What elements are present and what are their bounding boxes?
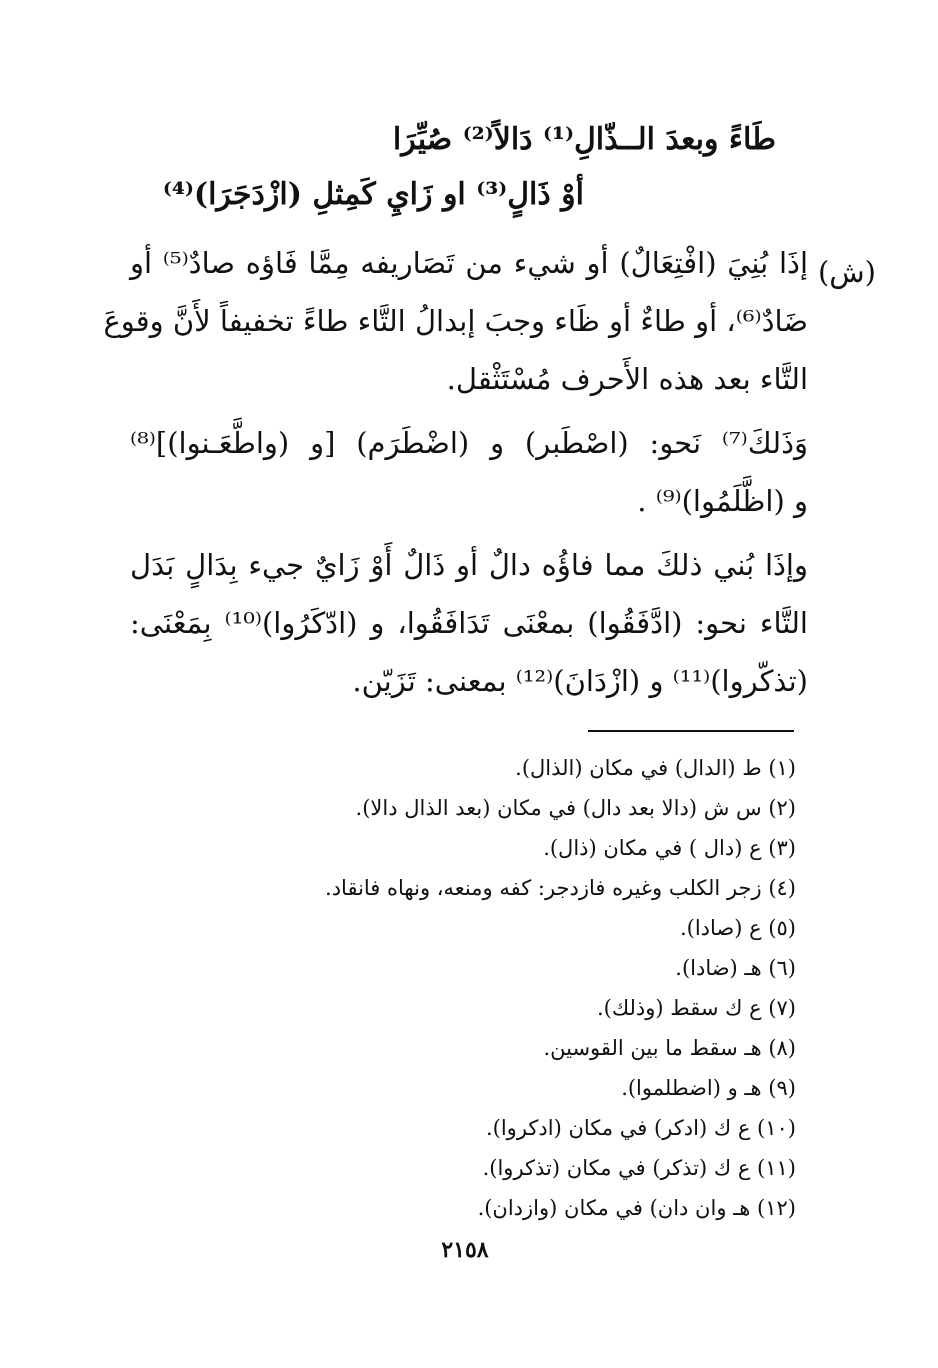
paragraph-line: و (اظَّلَمُوا)⁽⁹⁾ .: [637, 484, 808, 518]
verse-line-2: أوْ ذَالٍ⁽³⁾ او زَايِ كَمِثلِ (ازْدَجَرَا)⁽⁴⁾: [162, 177, 584, 212]
footnote-separator: [588, 730, 794, 732]
commentary-paragraph-3: [130, 536, 808, 710]
paragraph-line: وَذَلكَ⁽⁷⁾ نَحو: (اصْطَبر) و (اضْطَرَم) [و (واطَّعَـنوا)]⁽⁸⁾: [130, 426, 808, 460]
paragraph-line: (تذكّروا)⁽¹¹⁾ و (ازْدَانَ)⁽¹²⁾ بمعنى: تَزَيّن.: [352, 664, 808, 698]
commentary-paragraph-1: [103, 234, 808, 408]
footnote: (٥) ع (صادا).: [679, 916, 796, 940]
paragraph-line: وإذَا بُني ذلكَ مما فاؤُه دالٌ أو ذَالٌ أَوْ زَايٌ جيء بِدَالٍ بَدَل: [130, 548, 808, 582]
footnote: (١) ط (الدال) في مكان (الذال).: [515, 756, 796, 780]
verse-line-1: طَاءً وبعدَ الــذّالِ⁽¹⁾ دَالاً⁽²⁾ صُيِّرَا: [392, 122, 776, 157]
paragraph-line: التَّاء نحو: (ادَّفَقُوا) بمعْنَى تَدَافَقُوا، و (ادّكَرُوا)⁽¹⁰⁾ بِمَعْنَى:: [130, 606, 808, 640]
footnote: (٦) هـ (ضادا).: [675, 956, 796, 980]
commentary-paragraph-2: [130, 414, 808, 530]
footnote: (١٠) ع ك (ادكر) في مكان (ادكروا).: [485, 1116, 796, 1140]
footnote: (٣) ع (دال ) في مكان (ذال).: [543, 836, 796, 860]
footnote: (٩) هـ و (اضطلموا).: [621, 1076, 796, 1100]
paragraph-line: إذَا بُنِيَ (افْتِعَالٌ) أو شيء من تَصَاريفه مِمَّا فَاؤه صادٌ⁽⁵⁾ أو: [130, 246, 808, 280]
paragraph-line: التَّاء بعد هذه الأَحرف مُسْتَثْقل.: [446, 362, 808, 396]
footnote: (٧) ع ك سقط (وذلك).: [596, 996, 796, 1020]
footnote: (٢) س ش (دالا بعد دال) في مكان (بعد الذال دالا).: [355, 796, 796, 820]
page-number: ٢١٥٨: [441, 1237, 489, 1263]
footnote: (١١) ع ك (تذكر) في مكان (تذكروا).: [482, 1156, 796, 1180]
commentary-marker: (ش): [817, 255, 876, 289]
footnotes: [176, 748, 796, 1228]
footnote: (٤) زجر الكلب وغيره فازدجر: كفه ومنعه، ونهاه فانقاد.: [325, 876, 796, 900]
footnote: (٨) هـ سقط ما بين القوسين.: [543, 1036, 796, 1060]
footnote: (١٢) هـ وان دان) في مكان (وازدان).: [477, 1196, 796, 1220]
paragraph-line: ضَادٌ⁽⁶⁾، أو طاءٌ أو ظَاء وجبَ إبدالُ التَّاء طاءً تخفيفاً لأَنَّ وقوعَ: [103, 304, 808, 338]
